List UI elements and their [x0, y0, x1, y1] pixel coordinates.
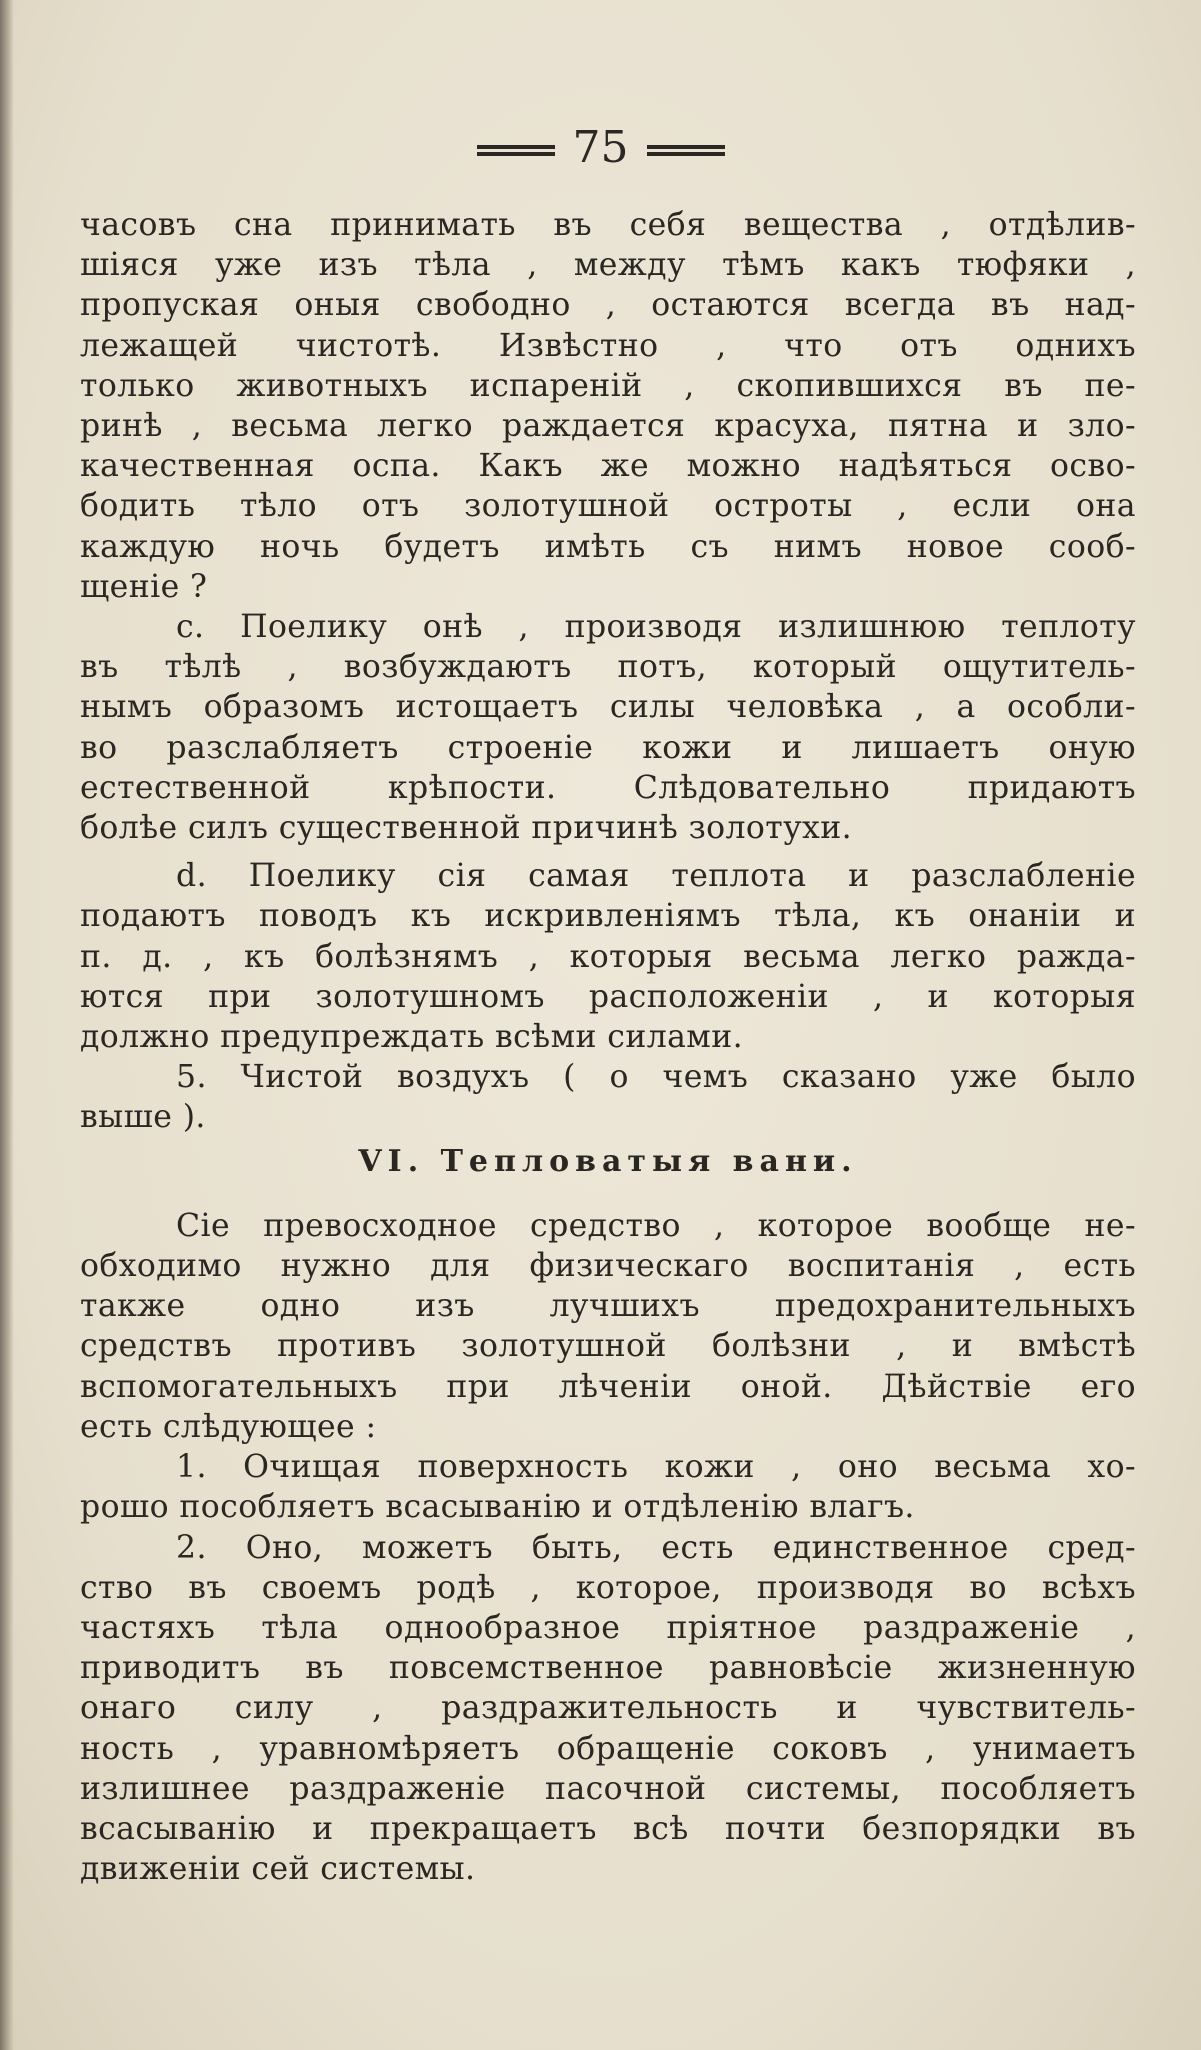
text-line: качественная оспа. Какъ же можно надѣяться осво-	[80, 448, 1136, 485]
text-line: п. д. , къ болѣзнямъ , которыя весьма легко ражда-	[80, 938, 1136, 975]
paragraph-item-1	[80, 1447, 1136, 1527]
text-line: во разслабляетъ строеніе кожи и лишаетъ оную	[80, 729, 1136, 766]
text-line: въ тѣлѣ , возбуждаютъ потъ, который ощутитель-	[80, 649, 1136, 686]
text-line: каждую ночь будетъ имѣть съ нимъ новое сооб-	[80, 528, 1136, 565]
page-number: 75	[572, 122, 629, 173]
text-line: должно предупреждать всѣми силами.	[80, 1019, 744, 1056]
text-line: Сіе превосходное средство , которое вообще не-	[176, 1207, 1136, 1244]
text-line: обходимо нужно для физическаго воспитанія , есть	[80, 1248, 1136, 1285]
text-line: выше ).	[80, 1099, 206, 1136]
paragraph-item-2	[80, 1528, 1136, 1890]
text-line: всасыванію и прекращаетъ всѣ почти безпорядки въ	[80, 1810, 1136, 1847]
text-line: часовъ сна принимать въ себя вещества , отдѣлив-	[80, 207, 1136, 243]
text-line: ются при золотушномъ расположеніи , и которыя	[80, 978, 1136, 1015]
text-line: есть слѣдующее :	[80, 1408, 377, 1445]
text-line: d. Поелику сія самая теплота и разслабленіе	[176, 858, 1136, 895]
text-line: шіяся уже изъ тѣла , между тѣмъ какъ тюфяки ,	[80, 247, 1136, 284]
paragraph-5	[80, 1057, 1136, 1137]
text-line: излишнее раздраженіе пасочной системы, пособляетъ	[80, 1770, 1136, 1807]
body-text	[80, 205, 1136, 1889]
page-spine-shadow	[0, 0, 14, 2050]
text-line: 1. Очищая поверхность кожи , оно весьма хо-	[176, 1449, 1136, 1486]
header-rule-left	[477, 145, 555, 156]
text-line: 2. Оно, можетъ быть, есть единственное сред-	[176, 1529, 1136, 1566]
page-header	[0, 118, 1201, 178]
paragraph-c	[80, 607, 1136, 848]
text-line: приводитъ въ повсемственное равновѣсіе жизненную	[80, 1650, 1136, 1687]
text-line: ринѣ , весьма легко раждается красуха, пятна и зло-	[80, 408, 1136, 445]
text-line: ство въ своемъ родѣ , которое, производя во всѣхъ	[80, 1569, 1136, 1606]
paragraph	[80, 205, 1136, 607]
text-line: частяхъ тѣла однообразное пріятное раздраженіе ,	[80, 1609, 1136, 1646]
text-line: движеніи сей системы.	[80, 1851, 476, 1888]
header-rule-right	[647, 145, 725, 156]
text-line: пропуская оныя свободно , остаются всегда въ над-	[80, 287, 1136, 324]
paragraph-intro	[80, 1206, 1136, 1447]
section-title: VI. Тепловатыя вани.	[358, 1143, 858, 1179]
text-line: естественной крѣпости. Слѣдовательно придаютъ	[80, 769, 1136, 806]
text-line: ность , уравномѣряетъ обращеніе соковъ , унимаетъ	[80, 1730, 1136, 1767]
text-line: рошо пособляетъ всасыванію и отдѣленію влагъ.	[80, 1489, 915, 1526]
text-line: c. Поелику онѣ , производя излишнюю теплоту	[176, 609, 1136, 646]
text-line: также одно изъ лучшихъ предохранительныхъ	[80, 1288, 1136, 1325]
text-line: лежащей чистотѣ. Извѣстно , что отъ однихъ	[80, 327, 1136, 364]
text-line: бодить тѣло отъ золотушной остроты , если она	[80, 488, 1136, 525]
text-line: онаго силу , раздражительность и чувствитель-	[80, 1690, 1136, 1727]
text-line: нымъ образомъ истощаетъ силы человѣка , а особли-	[80, 689, 1136, 726]
text-line: вспомогательныхъ при лѣченіи оной. Дѣйствіе его	[80, 1368, 1136, 1405]
text-line: только животныхъ испареній , скопившихся въ пе-	[80, 367, 1136, 404]
paragraph-d	[80, 856, 1136, 1057]
text-line: 5. Чистой воздухъ ( о чемъ сказано уже было	[176, 1059, 1136, 1096]
text-line: средствъ противъ золотушной болѣзни , и вмѣстѣ	[80, 1328, 1136, 1365]
text-line: болѣе силъ существенной причинѣ золотухи.	[80, 810, 853, 847]
text-line: щеніе ?	[80, 568, 208, 605]
text-line: подаютъ поводъ къ искривленіямъ тѣла, къ онаніи и	[80, 898, 1136, 935]
